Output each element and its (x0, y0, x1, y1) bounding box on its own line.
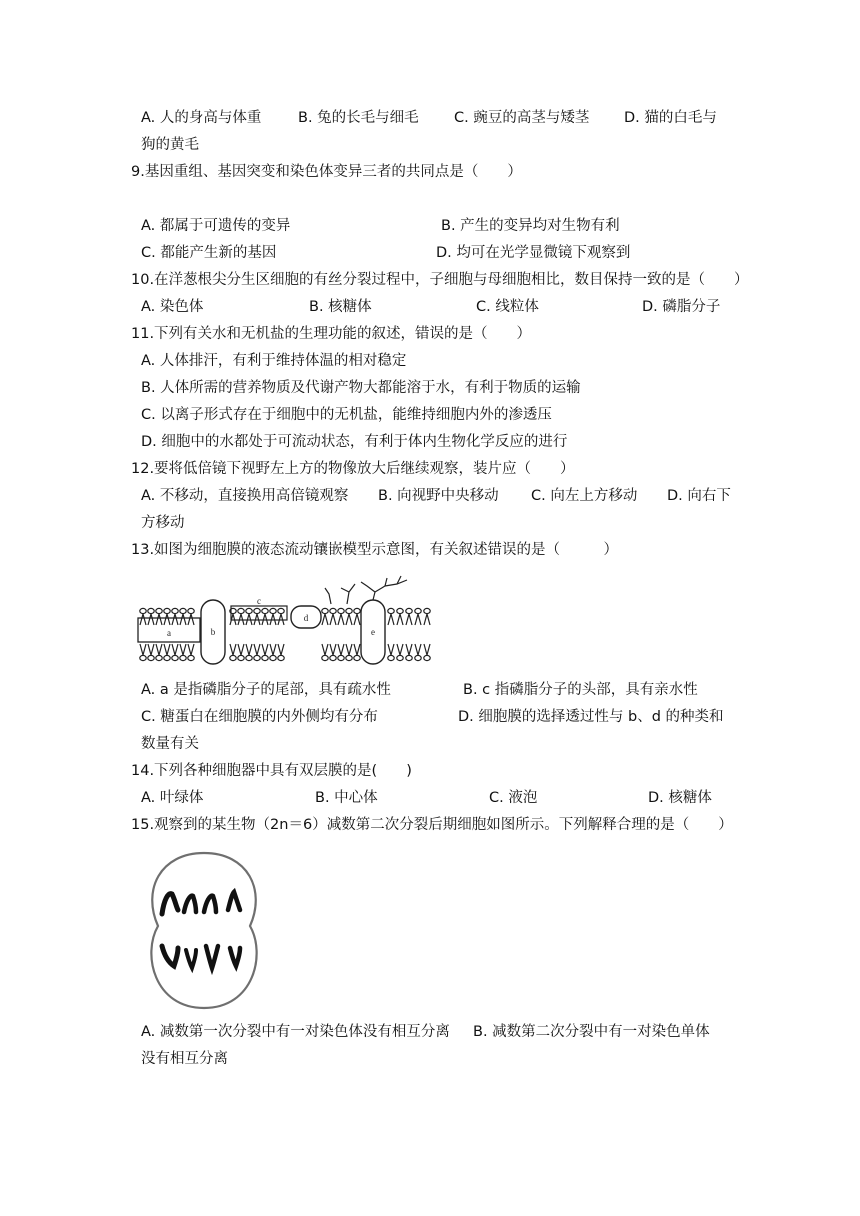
phospholipid-head (424, 608, 430, 613)
q12-option-c: C. 向左上方移动 (531, 488, 638, 504)
phospholipid-tail (238, 644, 244, 655)
phospholipid-tail (424, 644, 430, 655)
q13-stem: 13.如图为细胞膜的液态流动镶嵌模型示意图，有关叙述错误的是（ ） (131, 542, 619, 558)
q8-option-d: D. 猫的白毛与 (624, 110, 717, 126)
q11-stem: 11.下列有关水和无机盐的生理功能的叙述，错误的是（ ） (131, 326, 532, 342)
phospholipid-head (397, 655, 403, 660)
phospholipid-head (148, 655, 154, 660)
phospholipid-tail (330, 614, 336, 625)
phospholipid-head (406, 655, 412, 660)
q9-option-a: A. 都属于可遗传的变异 (141, 218, 291, 234)
q10-option-b: B. 核糖体 (309, 299, 372, 315)
q11-option-b: B. 人体所需的营养物质及代谢产物大都能溶于水，有利于物质的运输 (141, 380, 581, 396)
q12-option-d: D. 向右下 (667, 488, 731, 504)
q9-option-d: D. 均可在光学显微镜下观察到 (436, 245, 631, 261)
phospholipid-tail (346, 614, 352, 625)
phospholipid-head (397, 608, 403, 613)
phospholipid-tail (172, 644, 178, 655)
q8-option-a: A. 人的身高与体重 (141, 110, 262, 126)
phospholipid-tail (406, 614, 412, 625)
phospholipid-head (338, 655, 344, 660)
q13-option-c: C. 糖蛋白在细胞膜的内外侧均有分布 (141, 709, 378, 725)
q9-option-c: C. 都能产生新的基因 (141, 245, 277, 261)
phospholipid-head (415, 608, 421, 613)
label-a: a (167, 628, 171, 638)
phospholipid-head (180, 655, 186, 660)
phospholipid-head (338, 608, 344, 613)
q8-option-d-wrap: 狗的黄毛 (141, 137, 199, 153)
phospholipid-tail (330, 644, 336, 655)
q14-option-c: C. 液泡 (489, 790, 538, 806)
phospholipid-tail (278, 644, 284, 655)
phospholipid-head (156, 655, 162, 660)
q10-option-c: C. 线粒体 (476, 299, 539, 315)
phospholipid-head (388, 608, 394, 613)
phospholipid-head (156, 608, 162, 613)
phospholipid-tail (388, 614, 394, 625)
phospholipid-head (322, 608, 328, 613)
q8-option-c: C. 豌豆的高茎与矮茎 (454, 110, 590, 126)
phospholipid-tail (354, 614, 360, 625)
phospholipid-head (270, 608, 276, 613)
phospholipid-head (246, 608, 252, 613)
phospholipid-head (415, 655, 421, 660)
phospholipid-tail (262, 644, 268, 655)
phospholipid-head (140, 608, 146, 613)
phospholipid-tail (246, 644, 252, 655)
glycoprotein-chain (361, 576, 407, 600)
phospholipid-head (254, 655, 260, 660)
q10-option-d: D. 磷脂分子 (642, 299, 721, 315)
phospholipid-head (172, 655, 178, 660)
phospholipid-tail (424, 614, 430, 625)
phospholipid-tail (415, 644, 421, 655)
phospholipid-head (164, 655, 170, 660)
q14-stem: 14.下列各种细胞器中具有双层膜的是( ) (131, 763, 412, 779)
phospholipid-head (270, 655, 276, 660)
phospholipid-head (330, 608, 336, 613)
phospholipid-tail (397, 614, 403, 625)
phospholipid-tail (397, 644, 403, 655)
phospholipid-head (346, 655, 352, 660)
glycolipid-chain (325, 584, 355, 604)
phospholipid-tail (180, 644, 186, 655)
label-c: c (257, 596, 261, 606)
phospholipid-tail (180, 614, 186, 625)
q15-stem: 15.观察到的某生物（2n＝6）减数第二次分裂后期细胞如图所示。下列解释合理的是（ ） (131, 817, 733, 833)
dividing-cell-outline (151, 853, 256, 1008)
phospholipid-head (172, 608, 178, 613)
phospholipid-head (188, 655, 194, 660)
phospholipid-head (354, 608, 360, 613)
phospholipid-tail (338, 644, 344, 655)
phospholipid-tail (156, 614, 162, 625)
phospholipid-head (238, 655, 244, 660)
phospholipid-head (254, 608, 260, 613)
meiosis-cell-diagram (138, 850, 270, 1012)
label-b: b (210, 627, 216, 637)
q15-option-a: A. 减数第一次分裂中有一对染色体没有相互分离 (141, 1024, 450, 1040)
phospholipid-tail (415, 614, 421, 625)
label-d: d (303, 613, 309, 623)
phospholipid-head (322, 655, 328, 660)
phospholipid-tail (322, 644, 328, 655)
q12-option-b: B. 向视野中央移动 (378, 488, 499, 504)
q15-option-b-wrap: 没有相互分离 (141, 1051, 228, 1067)
cell-membrane-diagram (135, 578, 435, 668)
phospholipid-tail (172, 614, 178, 625)
q10-option-a: A. 染色体 (141, 299, 204, 315)
q15-option-b: B. 减数第二次分裂中有一对染色单体 (473, 1024, 710, 1040)
phospholipid-tail (270, 644, 276, 655)
phospholipid-tail (188, 644, 194, 655)
phospholipid-tail (354, 644, 360, 655)
phospholipid-head (230, 655, 236, 660)
phospholipid-head (330, 655, 336, 660)
phospholipid-tail (338, 614, 344, 625)
phospholipid-tail (388, 644, 394, 655)
q14-option-a: A. 叶绿体 (141, 790, 204, 806)
phospholipid-head (180, 608, 186, 613)
phospholipid-head (354, 655, 360, 660)
q8-option-b: B. 兔的长毛与细毛 (298, 110, 419, 126)
q14-option-d: D. 核糖体 (648, 790, 712, 806)
phospholipid-head (346, 608, 352, 613)
phospholipid-head (164, 608, 170, 613)
phospholipid-tail (164, 644, 170, 655)
phospholipid-head (406, 608, 412, 613)
q12-option-d-wrap: 方移动 (141, 515, 185, 531)
phospholipid-tail (254, 644, 260, 655)
phospholipid-tail (322, 614, 328, 625)
phospholipid-head (388, 655, 394, 660)
phospholipid-head (148, 608, 154, 613)
q11-option-a: A. 人体排汗，有利于维持体温的相对稳定 (141, 353, 407, 369)
phospholipid-tail (164, 614, 170, 625)
phospholipid-tail (148, 644, 154, 655)
q9-stem: 9.基因重组、基因突变和染色体变异三者的共同点是（ ） (131, 164, 522, 180)
phospholipid-tail (406, 644, 412, 655)
phospholipid-head (424, 655, 430, 660)
phospholipid-head (262, 655, 268, 660)
phospholipid-tail (188, 614, 194, 625)
phospholipid-head (246, 655, 252, 660)
phospholipid-tail (346, 644, 352, 655)
phospholipid-head (278, 608, 284, 613)
q13-option-a: A. a 是指磷脂分子的尾部，具有疏水性 (141, 682, 391, 698)
phospholipid-head (238, 608, 244, 613)
phospholipid-head (188, 608, 194, 613)
q9-option-b: B. 产生的变异均对生物有利 (441, 218, 620, 234)
phospholipid-tail (156, 644, 162, 655)
phospholipid-head (262, 608, 268, 613)
phospholipid-tail (140, 644, 146, 655)
q12-stem: 12.要将低倍镜下视野左上方的物像放大后继续观察，装片应（ ） (131, 461, 575, 477)
q11-option-c: C. 以离子形式存在于细胞中的无机盐，能维持细胞内外的渗透压 (141, 407, 552, 423)
q13-option-d: D. 细胞膜的选择透过性与 b、d 的种类和 (458, 709, 724, 725)
phospholipid-head (140, 655, 146, 660)
q11-option-d: D. 细胞中的水都处于可流动状态，有利于体内生物化学反应的进行 (141, 434, 568, 450)
phospholipid-tail (140, 614, 146, 625)
label-e: e (371, 627, 375, 637)
q12-option-a: A. 不移动，直接换用高倍镜观察 (141, 488, 349, 504)
q10-stem: 10.在洋葱根尖分生区细胞的有丝分裂过程中，子细胞与母细胞相比，数目保持一致的是（ ） (131, 272, 749, 288)
q13-option-d-wrap: 数量有关 (141, 736, 199, 752)
phospholipid-tail (148, 614, 154, 625)
q14-option-b: B. 中心体 (315, 790, 378, 806)
phospholipid-head (278, 655, 284, 660)
phospholipid-tail (230, 644, 236, 655)
q13-option-b: B. c 指磷脂分子的头部，具有亲水性 (463, 682, 698, 698)
